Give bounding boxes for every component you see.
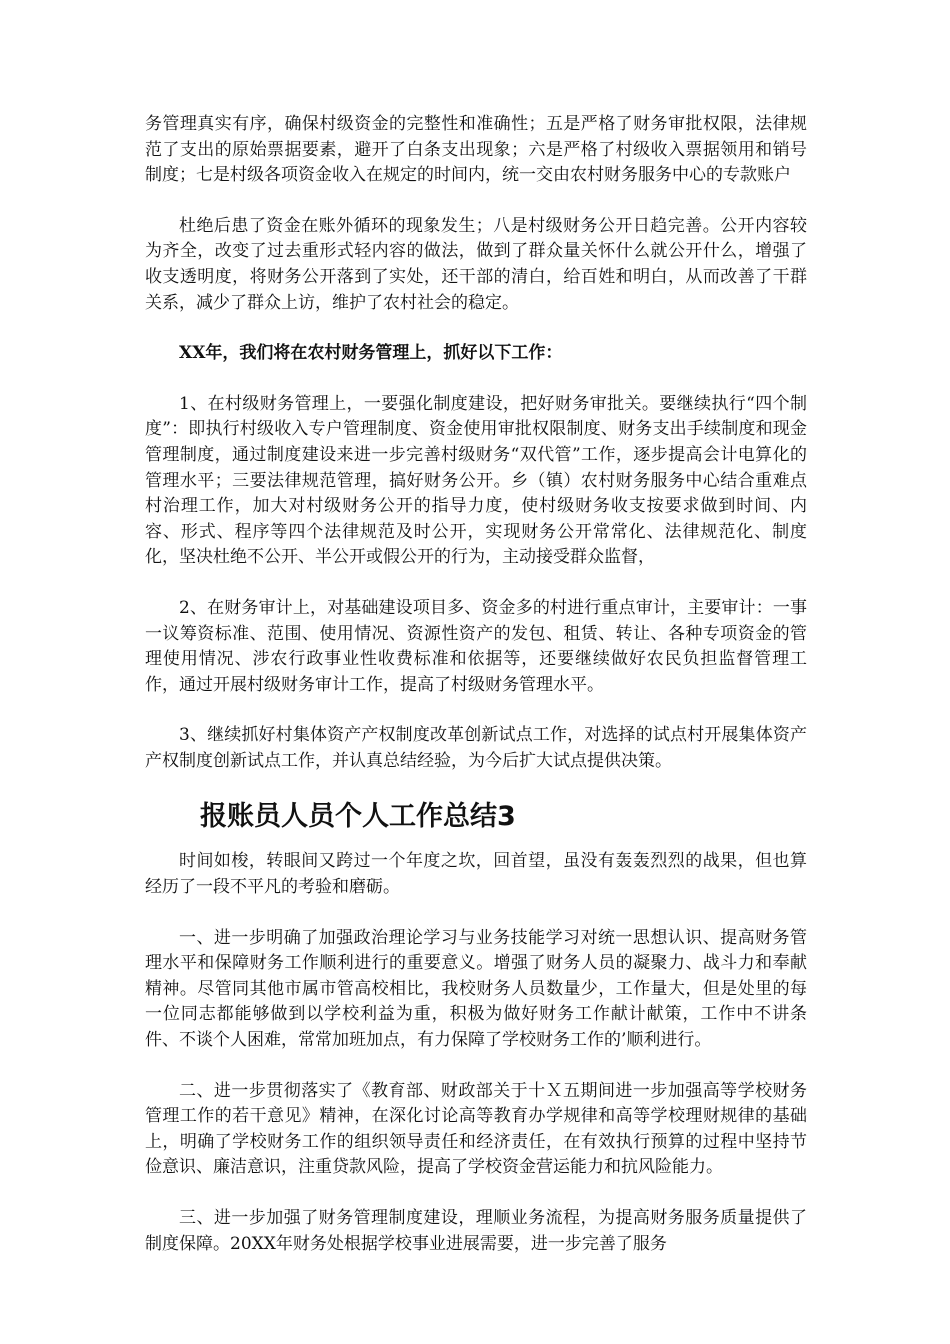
section-heading: 报账员人员个人工作总结3 bbox=[200, 801, 516, 833]
paragraph-continuation: 务管理真实有序，确保村级资金的完整性和准确性；五是严格了财务审批权限，法律规范了支出的原始票据要素，避开了白条支出现象；六是严格了村级收入票据领用和销号制度；七是村级各项资金收入在规定的时间内，统一交由农村财务服务中心的专款账户 bbox=[145, 114, 807, 186]
paragraph-point-3: 三、进一步加强了财务管理制度建设，理顺业务流程，为提高财务服务质量提供了制度保障。20XX年财务处根据学校事业进展需要，进一步完善了服务 bbox=[145, 1208, 807, 1254]
paragraph-item-1: 1、在村级财务管理上，一要强化制度建设，把好财务审批关。要继续执行“四个制度”：即执行村级收入专户管理制度、资金使用审批权限制度、财务支出手续制度和现金管理制度，通过制度建设来进一步完善村级财务“双代管”工作，逐步提高会计电算化的管理水平；三要法律规范管理，搞好财务公开。乡（镇）农村财务服务中心结合重难点村治理工作，加大对村级财务公开的指导力度，使村级财务收支按要求做到时间、内容、形式、程序等四个法律规范及时公开，实现财务公开常常化、法律规范化、制度化，坚决杜绝不公开、半公开或假公开的行为，主动接受群众监督， bbox=[145, 393, 807, 568]
paragraph-item-2: 2、在财务审计上，对基础建设项目多、资金多的村进行重点审计，主要审计：一事一议筹资标准、范围、使用情况、资源性资产的发包、租赁、转让、各种专项资金的管理使用情况、涉农行政事业性收费标准和依据等，还要继续做好农民负担监督管理工作，通过开展村级财务审计工作，提高了村级财务管理水平。 bbox=[145, 597, 807, 695]
paragraph-public-finance: 杜绝后患了资金在账外循环的现象发生；八是村级财务公开日趋完善。公开内容较为齐全，改变了过去重形式轻内容的做法，做到了群众量关怀什么就公开什么，增强了收支透明度，将财务公开落到了实处，还干部的清白，给百姓和明白，从而改善了干群关系，减少了群众上访，维护了农村社会的稳定。 bbox=[145, 215, 807, 313]
paragraph-work-plan-lead: XX年，我们将在农村财务管理上，抓好以下工作： bbox=[179, 343, 563, 364]
paragraph-point-2: 二、进一步贯彻落实了《教育部、财政部关于十Ｘ五期间进一步加强高等学校财务管理工作的若干意见》精神，在深化讨论高等教育办学规律和高等学校理财规律的基础上，明确了学校财务工作的组织领导责任和经济责任，在有效执行预算的过程中坚持节俭意识、廉洁意识，注重贷款风险，提高了学校资金营运能力和抗风险能力。 bbox=[145, 1080, 807, 1178]
paragraph-point-1: 一、进一步明确了加强政治理论学习与业务技能学习对统一思想认识、提高财务管理水平和保障财务工作顺利进行的重要意义。增强了财务人员的凝聚力、战斗力和奉献精神。尽管同其他市属市管高校相比，我校财务人员数量少，工作量大，但是处里的每一位同志都能够做到以学校利益为重，积极为做好财务工作献计献策，工作中不讲条件、不谈个人困难，常常加班加点，有力保障了学校财务工作的’顺利进行。 bbox=[145, 927, 807, 1051]
paragraph-item-3: 3、继续抓好村集体资产产权制度改革创新试点工作，对选择的试点村开展集体资产产权制度创新试点工作，并认真总结经验，为今后扩大试点提供决策。 bbox=[145, 725, 807, 771]
paragraph-intro: 时间如梭，转眼间又跨过一个年度之坎，回首望，虽没有轰轰烈烈的战果，但也算经历了一段不平凡的考验和磨砺。 bbox=[145, 851, 807, 898]
document-page bbox=[145, 112, 807, 1282]
